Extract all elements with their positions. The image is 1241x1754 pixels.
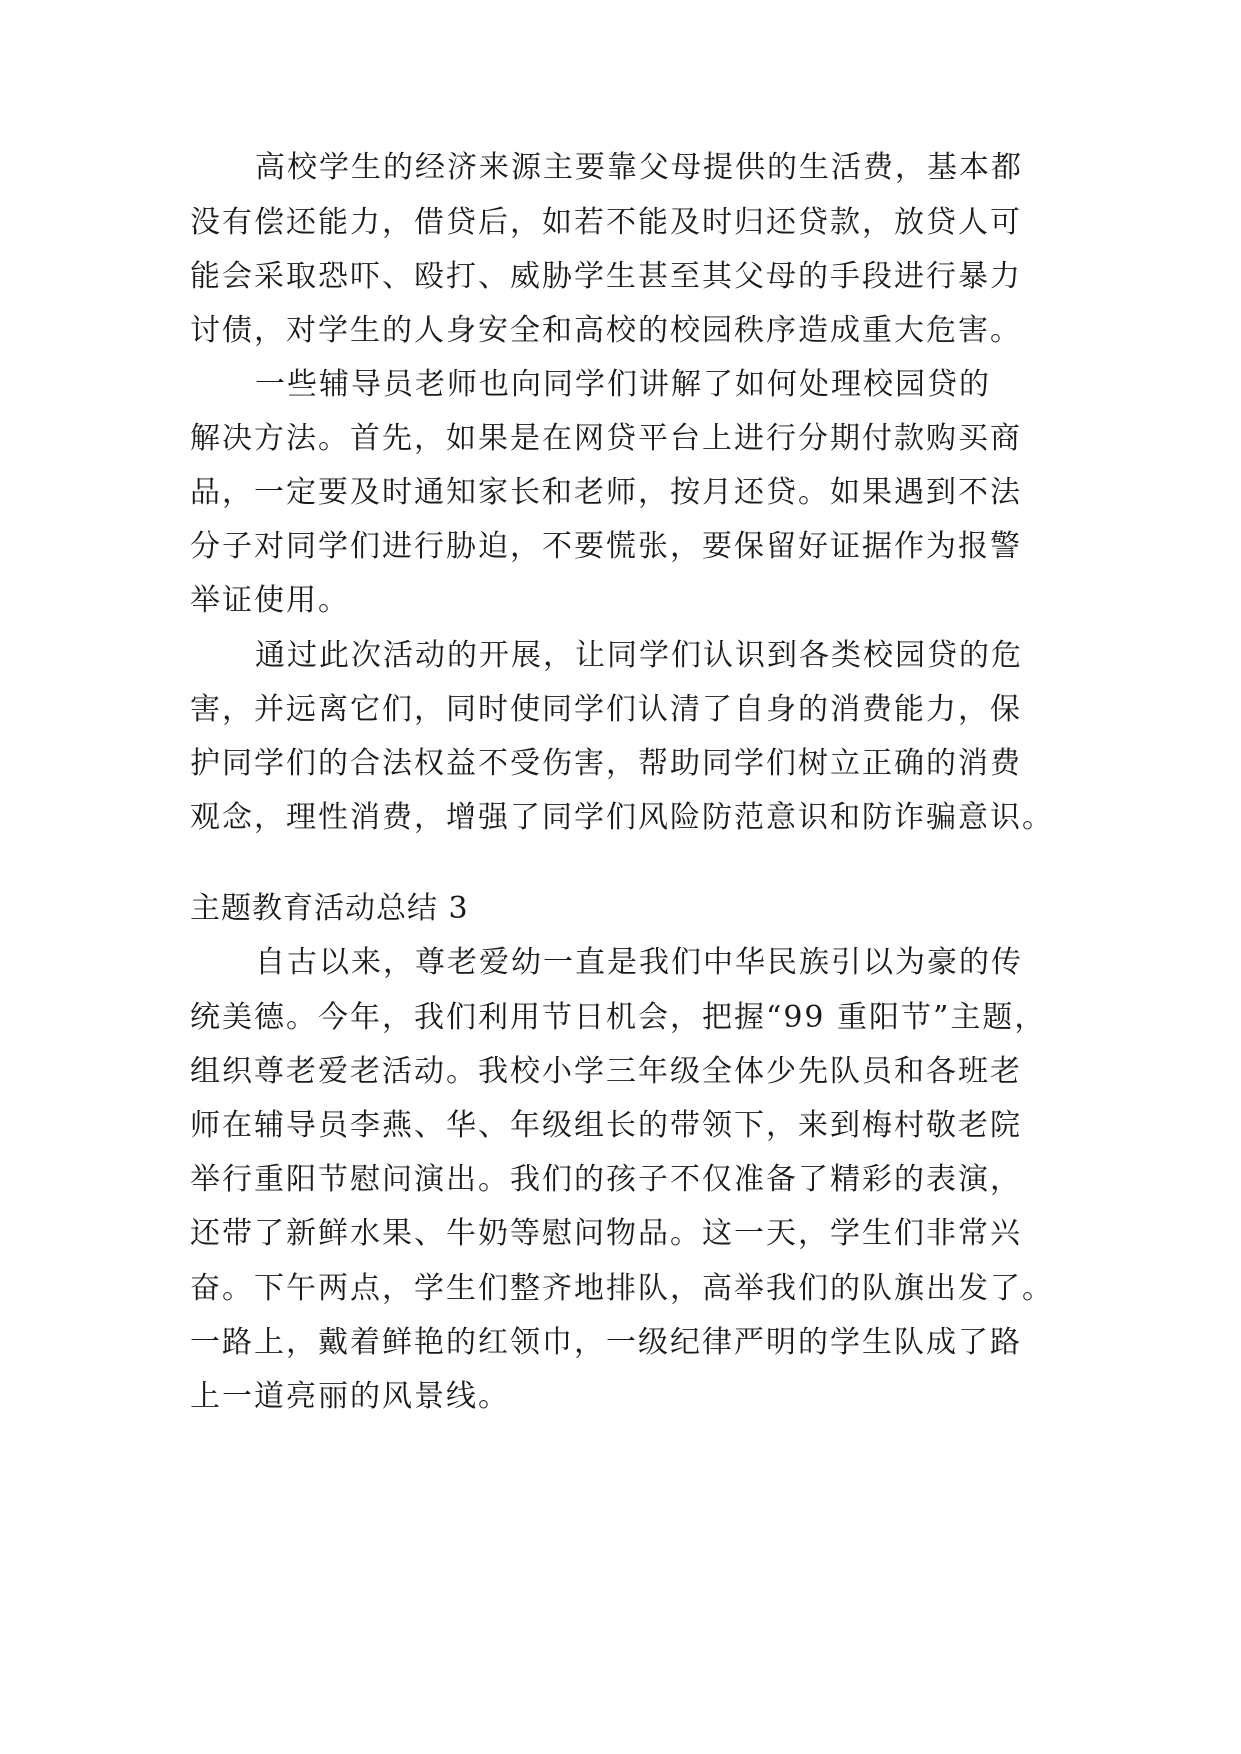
- paragraph-line: 举行重阳节慰问演出。我们的孩子不仅准备了精彩的表演，: [190, 1162, 1022, 1197]
- paragraph-line: 高校学生的经济来源主要靠父母提供的生活费，基本都: [255, 150, 1023, 185]
- section-heading: 主题教育活动总结 3: [190, 891, 469, 926]
- paragraph-line: 解决方法。首先，如果是在网贷平台上进行分期付款购买商: [190, 421, 1022, 456]
- paragraph-line: 还带了新鲜水果、牛奶等慰问物品。这一天，学生们非常兴: [190, 1216, 1022, 1251]
- paragraph-line: 师在辅导员李燕、华、年级组长的带领下，来到梅村敬老院: [190, 1108, 1022, 1143]
- paragraph-line: 通过此次活动的开展，让同学们认识到各类校园贷的危: [255, 638, 1023, 673]
- paragraph-line: 能会采取恐吓、殴打、威胁学生甚至其父母的手段进行暴力: [190, 259, 1022, 294]
- paragraph-line: 组织尊老爱老活动。我校小学三年级全体少先队员和各班老: [190, 1054, 1022, 1089]
- paragraph-line: 没有偿还能力，借贷后，如若不能及时归还贷款，放贷人可: [190, 205, 1022, 240]
- paragraph-line: 品，一定要及时通知家长和老师，按月还贷。如果遇到不法: [190, 475, 1022, 510]
- paragraph-line: 统美德。今年，我们利用节日机会，把握“99 重阳节”主题，: [190, 1000, 1047, 1035]
- paragraph-line: 观念，理性消费，增强了同学们风险防范意识和防诈骗意识。: [190, 800, 1054, 835]
- paragraph-line: 一路上，戴着鲜艳的红领巾，一级纪律严明的学生队成了路: [190, 1325, 1022, 1360]
- paragraph-line: 奋。下午两点，学生们整齐地排队，高举我们的队旗出发了。: [190, 1271, 1054, 1306]
- paragraph-line: 害，并远离它们，同时使同学们认清了自身的消费能力，保: [190, 692, 1022, 727]
- paragraph-line: 自古以来，尊老爱幼一直是我们中华民族引以为豪的传: [255, 945, 1023, 980]
- paragraph-line: 一些辅导员老师也向同学们讲解了如何处理校园贷的: [255, 367, 991, 402]
- paragraph-line: 上一道亮丽的风景线。: [190, 1379, 510, 1414]
- paragraph-line: 举证使用。: [190, 583, 350, 618]
- paragraph-line: 分子对同学们进行胁迫，不要慌张，要保留好证据作为报警: [190, 529, 1022, 564]
- paragraph-line: 护同学们的合法权益不受伤害，帮助同学们树立正确的消费: [190, 746, 1022, 781]
- paragraph-line: 讨债，对学生的人身安全和高校的校园秩序造成重大危害。: [190, 313, 1022, 348]
